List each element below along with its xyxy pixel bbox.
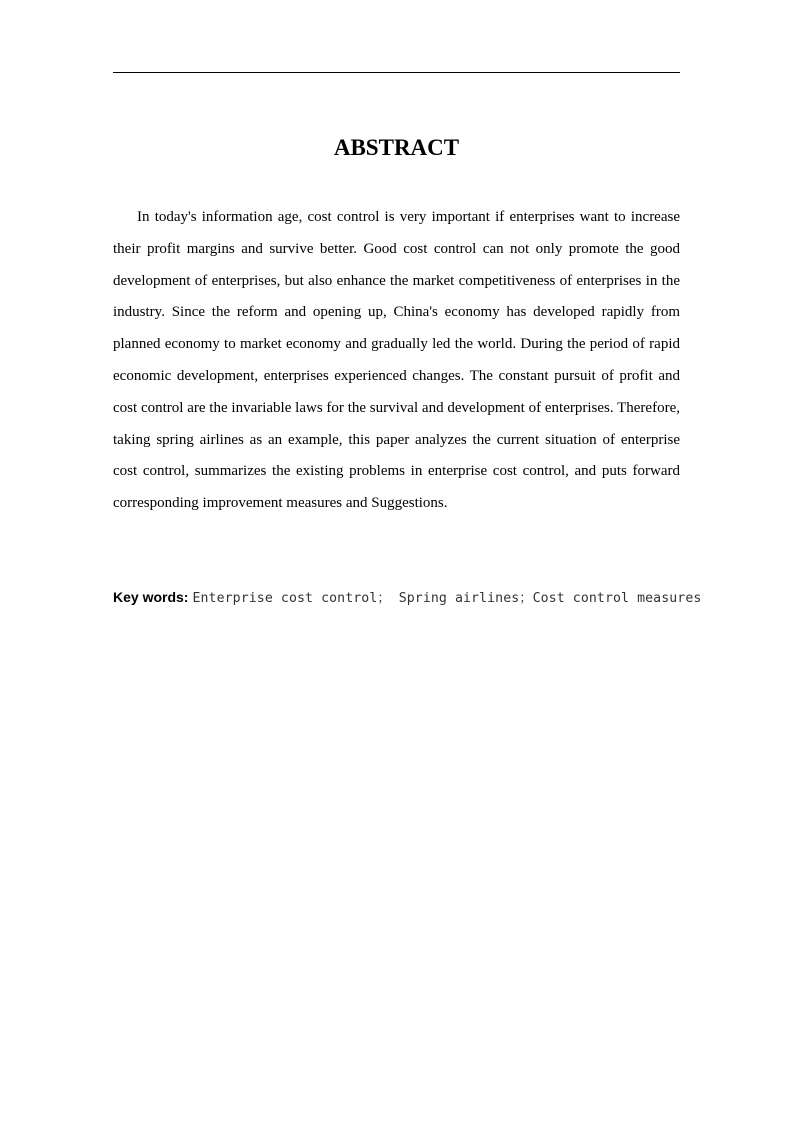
header-rule <box>113 72 680 73</box>
keywords-line <box>113 584 702 612</box>
abstract-title: ABSTRACT <box>333 135 460 160</box>
keywords-label: Key words: <box>113 589 189 605</box>
abstract-paragraph: In today's information age, cost control is very important if enterprises want to increase their profit margins and survive better. Good cost control can not only promote the good development of enterprises, but also enhance the market competitiveness of enterprises in the industry. Since the reform and opening up, China's economy has developed rapidly from planned economy to market economy and gradually led the world. During the period of rapid economic development, enterprises experienced changes. The constant pursuit of profit and cost control are the invariable laws for the survival and development of enterprises. Therefore, taking spring airlines as an example, this paper analyzes the current situation of enterprise cost control, summarizes the existing problems in enterprise cost control, and puts forward corresponding improvement measures and Suggestions. <box>113 209 680 512</box>
keywords-values: Enterprise cost control； Spring airlines；Cost control measures <box>192 591 702 606</box>
